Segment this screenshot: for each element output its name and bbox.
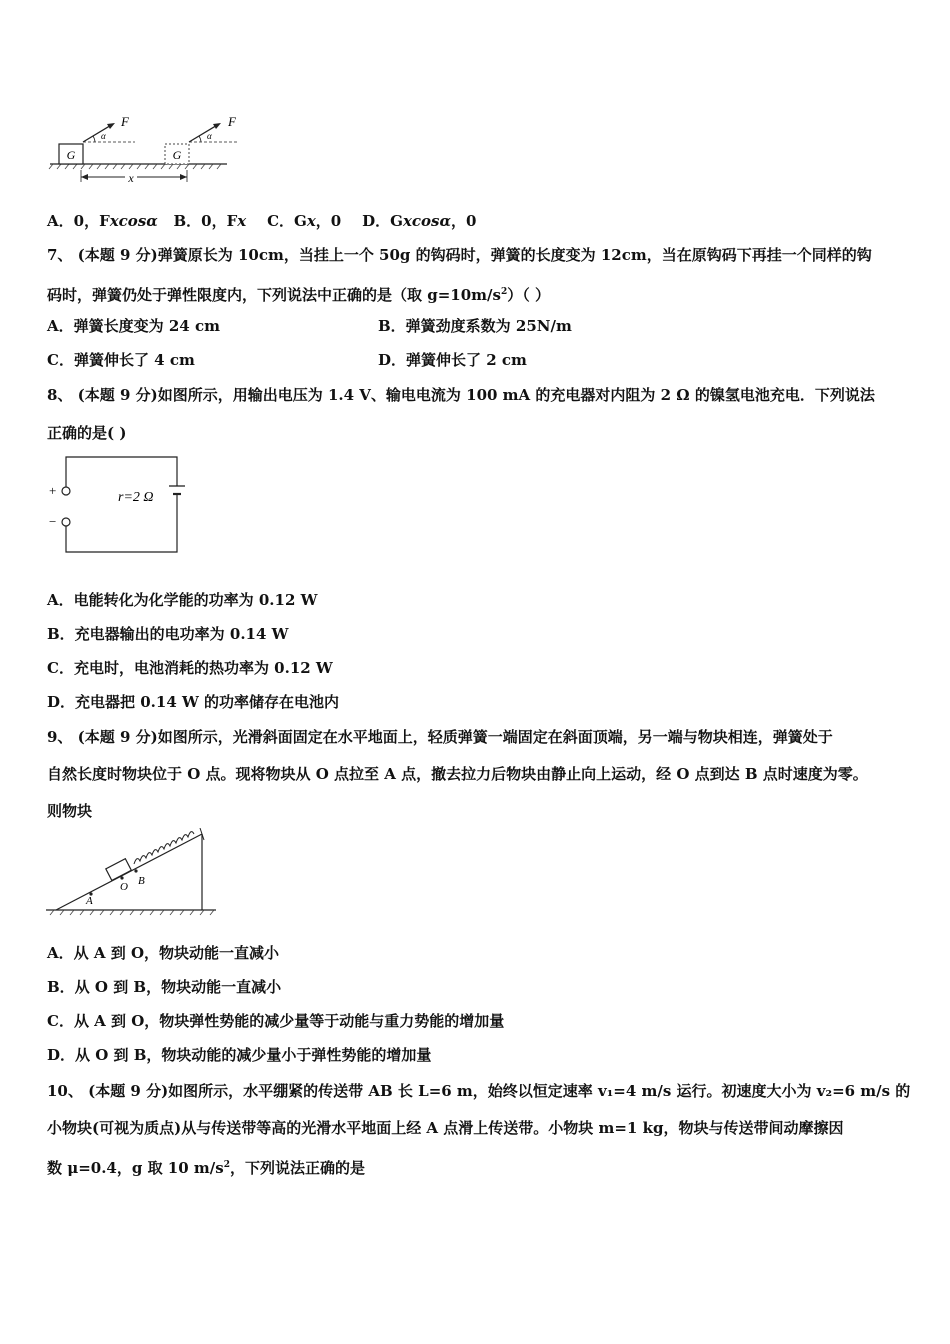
internal-resistance-label: r=2 Ω [118,490,154,505]
svg-text:x: x [128,171,134,185]
q7-stem-line1: 7、 (本题 9 分)弹簧原长为 10cm，当挂上一个 50g 的钩码时，弹簧的长度变为 12cm，当在原钩码下再挂一个同样的钩 [47,246,872,264]
q9-option-c: C．从 A 到 O，物块弹性势能的减少量等于动能与重力势能的增加量 [47,1012,505,1030]
q8-option-c: C．充电时，电池消耗的热功率为 0.12 W [47,659,333,677]
q7-option-b: B．弹簧劲度系数为 25N/m [378,317,572,335]
charging-circuit-figure [44,452,194,557]
q9-stem-line2: 自然长度时物块位于 O 点。现将物块从 O 点拉至 A 点，撤去拉力后物块由静止向上运动，经 O 点到达 B 点时速度为零。 [47,765,868,783]
point-o-label: O [120,881,128,893]
q9-option-a: A．从 A 到 O，物块动能一直减小 [47,944,280,962]
svg-text:α: α [207,131,212,141]
svg-text:α: α [101,131,106,141]
q8-option-d: D．充电器把 0.14 W 的功率储存在电池内 [47,693,340,711]
q10-stem-line1: 10、 (本题 9 分)如图所示，水平绷紧的传送带 AB 长 L=6 m，始终以恒定速率 v₁=4 m/s 运行。初速度大小为 v₂=6 m/s 的 [47,1082,911,1100]
q10-stem-line3: 数 μ=0.4，g 取 10 $m/s^2$，下列说法正确的是 [47,1159,365,1177]
q9-stem-line1: 9、 (本题 9 分)如图所示，光滑斜面固定在水平地面上，轻质弹簧一端固定在斜面顶端，另一端与物块相连，弹簧处于 [47,728,833,746]
q8-option-a: A．电能转化为化学能的功率为 0.12 W [47,591,318,609]
force-displacement-figure [45,112,250,187]
force-arrow-start [83,124,113,142]
q7-option-a: A．弹簧长度变为 24 cm [47,317,220,335]
block-start-label: G [66,148,76,162]
svg-text:−: − [49,514,57,529]
spring [134,832,194,864]
point-a-label: A [86,895,93,907]
q8-stem-line2: 正确的是( ) [47,424,127,442]
svg-text:F: F [121,114,129,129]
q9-stem-line3: 则物块 [47,802,93,820]
minus-terminal [62,518,70,526]
q7-option-d: D．弹簧伸长了 2 cm [378,351,527,369]
svg-text:+: + [49,483,57,498]
svg-text:G: G [172,148,182,162]
force-arrow-end [189,124,219,142]
q9-option-b: B．从 O 到 B，物块动能一直减小 [47,978,282,996]
plus-terminal [62,487,70,495]
q7-option-c: C．弹簧伸长了 4 cm [47,351,195,369]
q6-options: A．0，Fxcosα B．0，Fx C．Gx，0 D．Gxcosα，0 [47,212,477,230]
q9-option-d: D．从 O 到 B，物块动能的减少量小于弹性势能的增加量 [47,1046,432,1064]
point-b-label: B [138,875,145,887]
sliding-block [106,859,132,881]
incline-spring-figure [44,828,224,918]
q10-stem-line2: 小物块(可视为质点)从与传送带等高的光滑水平地面上经 A 点滑上传送带。小物块 m=1 kg，物块与传送带间动摩擦因 [47,1119,844,1137]
q7-stem-line2: 码时，弹簧仍处于弹性限度内，下列说法中正确的是（取 $g=10m/s^2$）（ ） [47,286,550,304]
svg-text:F: F [228,114,236,129]
q8-option-b: B．充电器输出的电功率为 0.14 W [47,625,289,643]
q8-stem-line1: 8、 (本题 9 分)如图所示，用输出电压为 1.4 V、输电电流为 100 mA 的充电器对内阻为 2 Ω 的镍氢电池充电．下列说法 [47,386,875,404]
